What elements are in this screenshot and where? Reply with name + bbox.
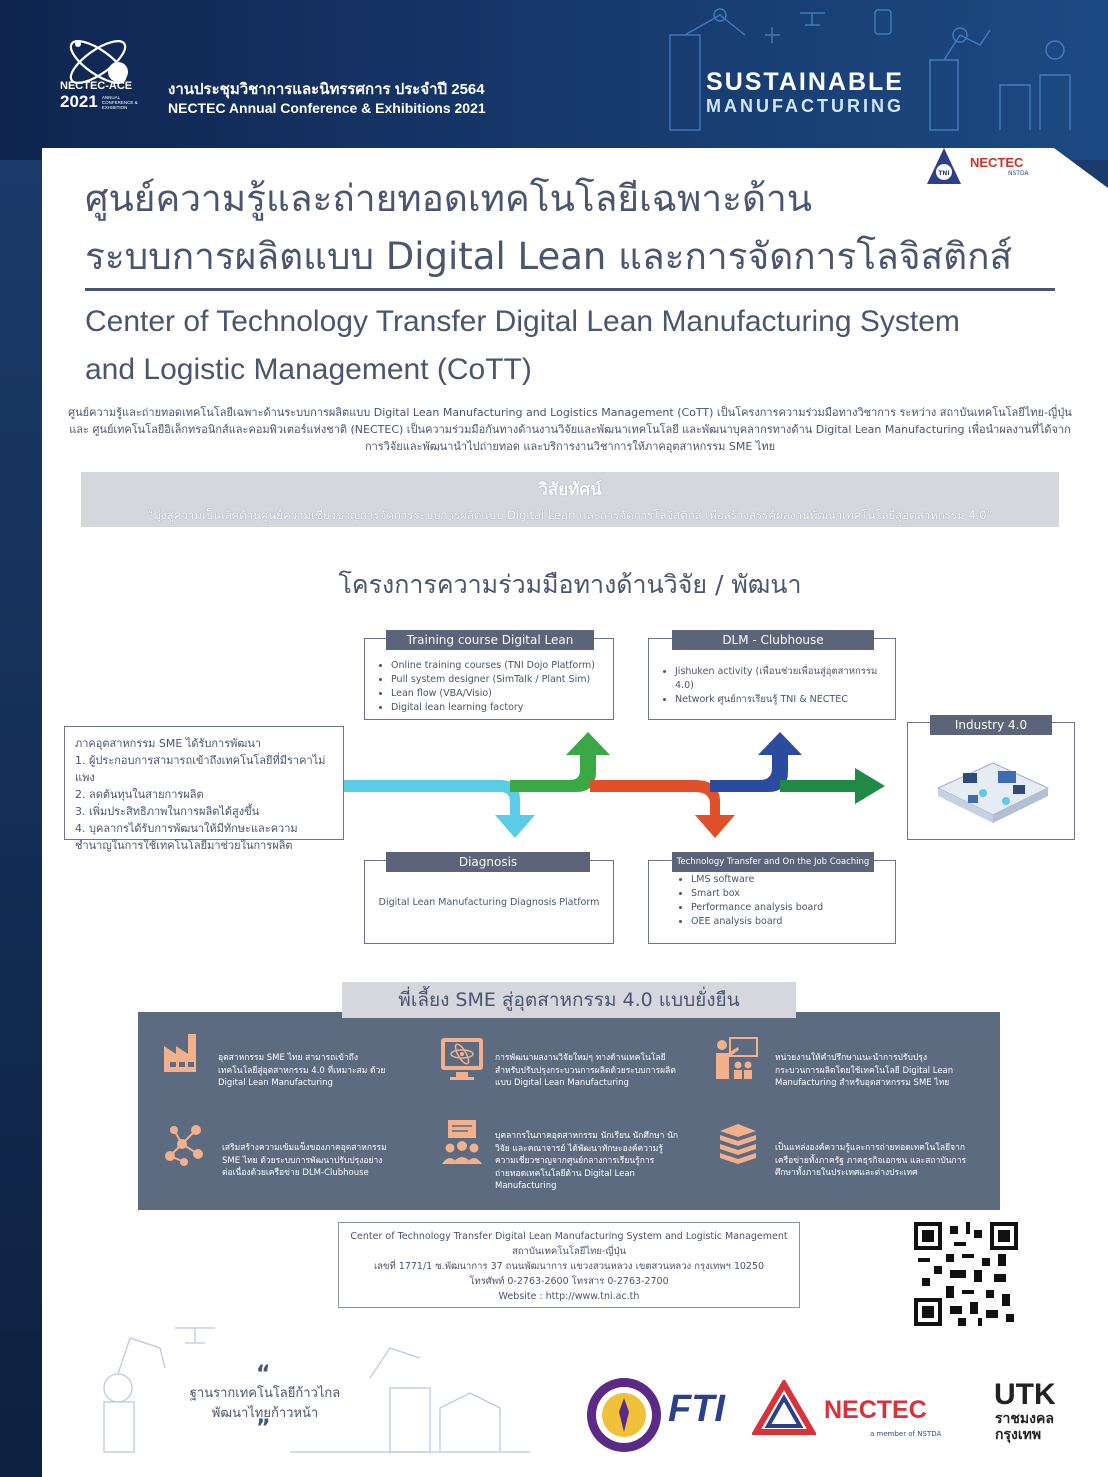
flow-arrow-cyan — [340, 780, 535, 838]
transfer-item: • OEE analysis board — [691, 915, 895, 929]
transfer-item: • Performance analysis board — [691, 901, 895, 915]
sme-heading: ภาคอุตสาหกรรม SME ได้รับการพัฒนา — [75, 737, 262, 750]
dlm-box — [648, 638, 896, 720]
network-icon — [160, 1120, 208, 1168]
training-heading: Training course Digital Lean — [386, 630, 594, 650]
collab-section-title: โครงการความร่วมมือทางด้านวิจัย / พัฒนา — [338, 570, 802, 599]
smart-factory-icon — [908, 723, 1074, 839]
sme-item: 2. ลดต้นทุนในสายการผลิต — [75, 788, 204, 801]
sme-item: 1. ผู้ประกอบการสามารถเข้าถึงเทคโนโลยีที่มีราคาไม่แพง — [75, 754, 326, 784]
conference-title-en: NECTEC Annual Conference & Exhibitions 2021 — [168, 100, 486, 116]
dlm-item: • Jishuken activity (เพื่อนช่วยเพื่อนสู่อุตสาหกรรม 4.0) — [675, 665, 895, 693]
event-logo-year: 2021 — [60, 92, 98, 111]
diagnosis-box — [364, 860, 614, 944]
research-monitor-icon — [438, 1035, 486, 1083]
intro-paragraph: ศูนย์ความรู้และถ่ายทอดเทคโนโลยีเฉพาะด้านระบบการผลิตแบบ Digital Lean Manufacturing and Logistics Management (CoTT) เป็นโครงการความร่วมมือทางวิชาการ ระหว่าง สถาบันเทคโนโลยีไทย-ญี่ปุ่น และ ศูนย์เทคโนโลยีอิเล็กทรอนิกส์และคอมพิวเตอร์แห่งชาติ (NECTEC) เป็นความร่วมมือกันทางด้านงานวิจัยและพัฒนาเทคโนโลยี และพัฒนาบุคลากรทางด้าน Digital Lean Manufacturing เพื่อนำผลงานที่ได้จากการวิจัยและพัฒนานำไปถ่ายทอด และบริการงานวิชาการให้ภาคอุตสาหกรรม SME ไทย — [68, 406, 1072, 453]
contact-line4: โทรศัพท์ 0-2763-2600 โทรสาร 0-2763-2700 — [469, 1276, 669, 1287]
diagnosis-heading: Diagnosis — [386, 852, 590, 872]
quote-open-icon: “ — [256, 1362, 271, 1387]
theme-title-line1: SUSTAINABLE — [706, 68, 904, 96]
contact-line3: เลขที่ 1771/1 ซ.พัฒนาการ 37 ถนนพัฒนาการ แขวงสวนหลวง เขตสวนหลวง กรุงเทพฯ 10250 — [373, 1261, 765, 1272]
training-item: • Digital lean learning factory — [391, 701, 613, 715]
conference-title-th: งานประชุมวิชาการและนิทรรศการ ประจำปี 2564 — [168, 81, 485, 98]
consultant-icon — [712, 1035, 760, 1083]
transfer-item: • LMS software — [691, 873, 895, 887]
title-divider — [85, 288, 1055, 291]
industry-heading: Industry 4.0 — [930, 715, 1052, 735]
utk-logo: UTK — [994, 1378, 1056, 1411]
title-th-line1: ศูนย์ความรู้และถ่ายทอดเทคโนโลยีเฉพาะด้าน — [85, 177, 813, 220]
sme-item: 3. เพิ่มประสิทธิภาพในการผลิตได้สูงขึ้น — [75, 805, 260, 818]
transfer-item: • Smart box — [691, 887, 895, 901]
vision-text: “มุ่งสู่ความเป็นเลิศด้านศูนย์ความเชี่ยวชาญการจัดการระบบการผลิตแบบ Digital Lean และการจัดการโลจิสติกส์ เพื่อสร้างสรรค์ผลงานพัฒนาเทคโนโลยีสู่อุตสาหกรรม 4.0” — [147, 508, 993, 522]
diagnosis-text: Digital Lean Manufacturing Diagnosis Platform — [378, 897, 600, 908]
event-logo-name: NECTEC-ACE — [60, 80, 133, 92]
feature-text: อุตสาหกรรม SME ไทย สามารถเข้าถึงเทคโนโลยีสู่อุตสาหกรรม 4.0 ที่เหมาะสม ด้วย Digital Lean Manufacturing — [218, 1053, 386, 1088]
transfer-heading: Technology Transfer and On the Job Coaching — [672, 852, 874, 872]
tni-seal-icon — [585, 1376, 663, 1454]
utk-name-line1: ราชมงคล — [995, 1411, 1054, 1427]
training-item: • Pull system designer (SimTalk / Plant Sim) — [391, 673, 613, 687]
books-icon — [714, 1118, 762, 1166]
page-title-en — [85, 298, 1075, 394]
flow-arrow-darkgreen — [780, 768, 885, 804]
utk-name-line2: กรุงเทพ — [995, 1427, 1042, 1443]
sme-box — [64, 726, 344, 852]
nectec-footer-sub: a member of NSTDA — [870, 1430, 942, 1438]
factory-icon — [160, 1028, 208, 1076]
slogan-line2: พัฒนาไทยก้าวหน้า — [211, 1406, 319, 1421]
nstda-top-logo: NSTDA — [1008, 170, 1029, 177]
theme-title-line2: MANUFACTURING — [706, 96, 904, 116]
vision-heading: วิสัยทัศน์ — [538, 480, 602, 500]
quote-close-icon: ” — [256, 1416, 271, 1441]
training-item: • Online training courses (TNI Dojo Platform) — [391, 659, 613, 673]
title-en-line1: Center of Technology Transfer Digital Lean Manufacturing System — [85, 305, 960, 338]
utk-name — [995, 1411, 1054, 1443]
dlm-item: • Network ศูนย์การเรียนรู้ TNI & NECTEC — [675, 693, 895, 707]
event-logo-sub: ANNUAL CONFERENCE & EXHIBITION — [101, 94, 138, 110]
dlm-heading: DLM - Clubhouse — [672, 630, 874, 650]
group-training-icon — [438, 1118, 486, 1166]
contact-box — [338, 1222, 800, 1308]
page-title-th — [85, 170, 1075, 286]
nectec-top-logo: NECTEC — [970, 155, 1024, 170]
title-en-line2: and Logistic Management (CoTT) — [85, 353, 532, 386]
slogan-line1: ฐานรากเทคโนโลยีก้าวไกล — [189, 1386, 341, 1401]
vision-panel — [81, 472, 1059, 527]
fti-logo: FTI — [668, 1388, 725, 1430]
qr-code-icon[interactable] — [914, 1222, 1018, 1326]
feature-text: การพัฒนาผลงานวิจัยใหม่ๆ ทางด้านเทคโนโลยีสำหรับปรับปรุงกระบวนการผลิตด้วยระบบการผลิตแบบ Digital Lean Manufacturing — [495, 1053, 676, 1088]
feature-text: หน่วยงานให้คำปรึกษาแนะนำการปรับปรุงกระบวนการผลิตโดยใช้เทคโนโลยี Digital Lean Manufacturing สำหรับอุตสาหกรรม SME ไทย — [775, 1053, 954, 1088]
support-title: พี่เลี้ยง SME สู่อุตสาหกรรม 4.0 แบบยั่งยืน — [342, 982, 796, 1018]
industry-box — [907, 722, 1075, 840]
nectec-footer-logo: NECTEC — [824, 1396, 927, 1424]
contact-line5[interactable]: Website : http://www.tni.ac.th — [498, 1291, 640, 1302]
fti-triangle-icon — [752, 1380, 816, 1436]
contact-line2: สถาบันเทคโนโลยีไทย-ญี่ปุ่น — [511, 1246, 626, 1257]
transfer-box — [648, 860, 896, 944]
title-th-line2: ระบบการผลิตแบบ Digital Lean และการจัดการโลจิสติกส์ — [85, 235, 1013, 278]
flow-arrows — [340, 730, 900, 840]
tni-logo-text: TNI — [938, 170, 950, 177]
training-box — [364, 638, 614, 720]
sme-item: 4. บุคลากรได้รับการพัฒนาให้มีทักษะและความชำนาญในการใช้เทคโนโลยีมาช่วยในการผลิต — [75, 822, 298, 852]
training-item: • Lean flow (VBA/Visio) — [391, 687, 613, 701]
contact-line1: Center of Technology Transfer Digital Lean Manufacturing System and Logistic Management — [350, 1231, 788, 1242]
feature-text: เป็นแหล่งองค์ความรู้และการถ่ายทอดเทคโนโลยีจากเครือข่ายทั้งภาครัฐ ภาคธุรกิจเอกชน และสถาบันการศึกษาทั้งภายในประเทศและต่างประเทศ — [775, 1143, 967, 1178]
feature-text: เสริมสร้างความเข้มแข็งของภาคอุตสาหกรรม SME ไทย ด้วยระบบการพัฒนาปรับปรุงอย่างต่อเนื่องด้วยเครือข่าย DLM-Clubhouse — [222, 1143, 387, 1178]
feature-text: บุคลากรในภาคอุตสาหกรรม นักเรียน นักศึกษา นักวิจัย และคณาจารย์ ได้พัฒนาทักษะองค์ความรู้ความเชี่ยวชาญจากศูนย์กลางการเรียนรู้การถ่ายทอดเทคโนโลยีด้าน Digital Lean Manufacturing — [495, 1131, 679, 1191]
